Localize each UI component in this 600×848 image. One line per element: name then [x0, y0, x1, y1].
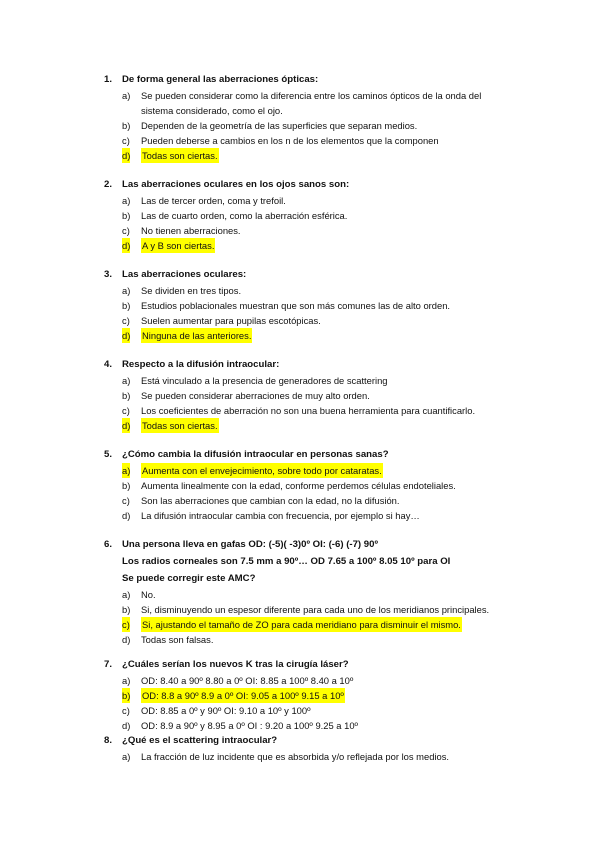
option-text: Ninguna de las anteriores.: [142, 330, 252, 341]
option-text: Se pueden considerar como la diferencia entre los caminos ópticos de la onda del: [141, 90, 482, 101]
question-text: ¿Cómo cambia la difusión intraocular en personas sanas?: [122, 449, 389, 460]
option-letter: b): [122, 390, 131, 401]
option-letter: a): [122, 675, 131, 686]
option-continuation: [0, 103, 600, 118]
option-text: Todas son ciertas.: [142, 150, 218, 161]
option-text: OD: 8.9 a 90º y 8.95 a 0º OI : 9.20 a 100º 9.25 a 10º: [141, 720, 358, 731]
answer-option-correct: [0, 688, 600, 703]
option-text: Dependen de la geometría de las superficies que separan medios.: [141, 120, 418, 131]
answer-option: [0, 223, 600, 238]
question-block: [0, 71, 600, 163]
answer-option: [0, 88, 600, 103]
option-letter: b): [122, 690, 131, 701]
option-text: No tienen aberraciones.: [141, 225, 241, 236]
question-number: 5.: [104, 449, 113, 460]
answer-option-correct: [0, 617, 600, 632]
option-letter: b): [122, 604, 131, 615]
question-line: [0, 356, 600, 373]
option-text: No.: [141, 589, 156, 600]
option-text: Todas son ciertas.: [142, 420, 218, 431]
option-text: Se pueden considerar aberraciones de muy alto orden.: [141, 390, 370, 401]
answer-option: [0, 673, 600, 688]
option-text: OD: 8.40 a 90º 8.80 a 0º OI: 8.85 a 100º 8.40 a 10º: [141, 675, 354, 686]
option-text: Estudios poblacionales muestran que son más comunes las de alto orden.: [141, 300, 451, 311]
answer-option: [0, 718, 600, 733]
question-line: [0, 536, 600, 553]
option-letter: a): [122, 465, 131, 476]
option-letter: c): [122, 405, 130, 416]
option-text: Aumenta con el envejecimiento, sobre todo por cataratas.: [142, 465, 382, 476]
option-text: Se dividen en tres tipos.: [141, 285, 242, 296]
question-block: [0, 356, 600, 433]
option-letter: b): [122, 210, 131, 221]
option-text: Aumenta linealmente con la edad, conforme perdemos células endoteliales.: [141, 480, 456, 491]
option-letter: a): [122, 375, 131, 386]
option-letter: c): [122, 135, 130, 146]
option-text: Suelen aumentar para pupilas escotópicas.: [141, 315, 321, 326]
answer-option-correct: [0, 463, 600, 478]
question-line: [0, 176, 600, 193]
answer-option: [0, 283, 600, 298]
option-letter: a): [122, 285, 131, 296]
question-number: 8.: [104, 735, 113, 746]
question-number: 6.: [104, 539, 113, 550]
question-number: 1.: [104, 74, 113, 85]
question-text: Se puede corregir este AMC?: [122, 573, 256, 584]
option-text: OD: 8.8 a 90º 8.9 a 0º OI: 9.05 a 100º 9.15 a 10º: [142, 690, 344, 701]
answer-option: [0, 373, 600, 388]
answer-option: [0, 749, 600, 764]
answer-option-correct: [0, 238, 600, 253]
option-letter: b): [122, 120, 131, 131]
question-text: Las aberraciones oculares en los ojos sanos son:: [122, 179, 350, 190]
question-line: [0, 266, 600, 283]
option-text: Son las aberraciones que cambian con la edad, no la difusión.: [141, 495, 400, 506]
question-line: [0, 553, 600, 570]
option-letter: c): [122, 225, 130, 236]
question-number: 7.: [104, 659, 113, 670]
option-letter: d): [122, 634, 131, 645]
option-letter: c): [122, 495, 130, 506]
answer-option: [0, 602, 600, 617]
answer-option: [0, 493, 600, 508]
option-text: Las de tercer orden, coma y trefoil.: [141, 195, 286, 206]
option-letter: a): [122, 589, 131, 600]
question-text: Las aberraciones oculares:: [122, 269, 247, 280]
option-letter: d): [122, 510, 131, 521]
question-block: [0, 446, 600, 523]
question-line: [0, 570, 600, 587]
option-letter: d): [122, 240, 131, 251]
option-text: Las de cuarto orden, como la aberración esférica.: [141, 210, 348, 221]
option-letter: a): [122, 90, 131, 101]
option-text-continued: sistema considerado, como el ojo.: [141, 105, 283, 116]
option-letter: d): [122, 420, 131, 431]
question-block: [0, 732, 600, 764]
answer-option: [0, 703, 600, 718]
answer-option: [0, 632, 600, 647]
question-block: [0, 536, 600, 647]
question-line: [0, 71, 600, 88]
answer-option: [0, 587, 600, 602]
question-block: [0, 266, 600, 343]
option-letter: a): [122, 195, 131, 206]
option-text: Pueden deberse a cambios en los n de los elementos que la componen: [141, 135, 439, 146]
answer-option: [0, 403, 600, 418]
answer-option: [0, 193, 600, 208]
question-block: [0, 176, 600, 253]
question-text: De forma general las aberraciones ópticas:: [122, 74, 319, 85]
question-text: Los radios corneales son 7.5 mm a 90º… OD 7.65 a 100º 8.05 10º para OI: [122, 556, 451, 567]
answer-option: [0, 298, 600, 313]
answer-option-correct: [0, 418, 600, 433]
option-letter: c): [122, 705, 130, 716]
question-number: 3.: [104, 269, 113, 280]
option-text: Si, ajustando el tamaño de ZO para cada meridiano para disminuir el mismo.: [142, 619, 461, 630]
question-line: [0, 656, 600, 673]
option-letter: b): [122, 300, 131, 311]
answer-option: [0, 508, 600, 523]
option-text: A y B son ciertas.: [142, 240, 215, 251]
answer-option: [0, 208, 600, 223]
option-text: Está vinculado a la presencia de generadores de scattering: [141, 375, 388, 386]
question-line: [0, 732, 600, 749]
option-letter: d): [122, 330, 131, 341]
question-text: ¿Cuáles serían los nuevos K tras la cirugía láser?: [122, 659, 349, 670]
option-text: La difusión intraocular cambia con frecuencia, por ejemplo si hay…: [141, 510, 420, 521]
answer-option: [0, 133, 600, 148]
answer-option: [0, 478, 600, 493]
answer-option: [0, 388, 600, 403]
question-number: 4.: [104, 359, 113, 370]
option-letter: c): [122, 619, 130, 630]
answer-option: [0, 313, 600, 328]
option-letter: b): [122, 480, 131, 491]
question-text: Respecto a la difusión intraocular:: [122, 359, 280, 370]
option-text: Los coeficientes de aberración no son una buena herramienta para cuantificarlo.: [141, 405, 476, 416]
option-letter: d): [122, 150, 131, 161]
option-text: La fracción de luz incidente que es absorbida y/o reflejada por los medios.: [141, 751, 449, 762]
question-block: [0, 656, 600, 733]
option-letter: d): [122, 720, 131, 731]
question-line: [0, 446, 600, 463]
answer-option-correct: [0, 148, 600, 163]
option-text: Todas son falsas.: [141, 634, 214, 645]
answer-option: [0, 118, 600, 133]
option-text: OD: 8.85 a 0º y 90º OI: 9.10 a 10º y 100º: [141, 705, 311, 716]
question-number: 2.: [104, 179, 113, 190]
option-text: Si, disminuyendo un espesor diferente para cada uno de los meridianos principales.: [141, 604, 490, 615]
question-text: Una persona lleva en gafas OD: (-5)( -3)0º OI: (-6) (-7) 90º: [122, 539, 378, 550]
question-text: ¿Qué es el scattering intraocular?: [122, 735, 278, 746]
option-letter: c): [122, 315, 130, 326]
answer-option-correct: [0, 328, 600, 343]
option-letter: a): [122, 751, 131, 762]
